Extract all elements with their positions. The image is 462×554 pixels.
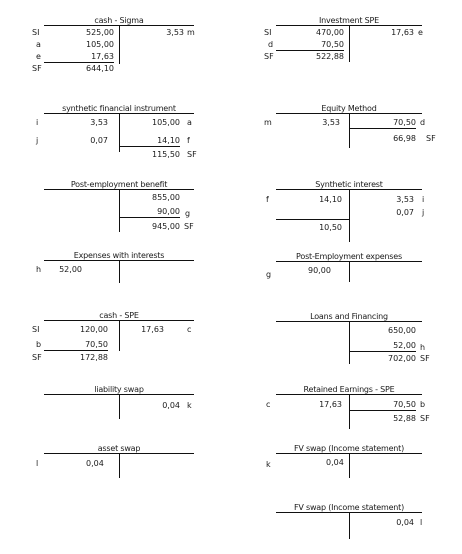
entry-label: c — [266, 400, 271, 409]
t-account-investment-spe — [264, 16, 423, 61]
account-title: Post-employment benefit — [44, 180, 194, 190]
account-title: Loans and Financing — [276, 312, 422, 322]
entry-label: c — [187, 325, 192, 334]
debit-amount: 70,50 — [276, 40, 344, 51]
credit-amount: 52,88 — [393, 414, 416, 423]
entry-label: SI — [32, 325, 40, 334]
entry-label: k — [266, 460, 271, 469]
credit-amount: 650,00 — [388, 326, 416, 335]
debit-amount: 0,07 — [90, 136, 108, 145]
entry-label: SF — [420, 414, 430, 423]
debit-amount: 525,00 — [86, 28, 114, 37]
credit-amount: 90,00 — [120, 207, 180, 218]
entry-label: b — [36, 340, 42, 349]
t-account-post-employment-expenses — [266, 252, 422, 279]
t-account-equity-method — [264, 104, 436, 143]
entry-label: SF — [264, 52, 274, 61]
credit-amount: 17,63 — [391, 28, 414, 37]
t-account-synthetic-interest — [266, 180, 425, 232]
credit-amount: 855,00 — [152, 193, 180, 202]
entry-label: f — [266, 195, 269, 204]
entry-label: SF — [32, 353, 42, 362]
entry-label: m — [187, 28, 195, 37]
entry-label: g — [185, 209, 191, 218]
account-title: asset swap — [44, 444, 194, 454]
entry-label: SI — [264, 28, 272, 37]
credit-amount: 3,53 — [396, 195, 414, 204]
entry-label: SF — [426, 134, 436, 143]
t-account-fv-swap-income-statement-debit — [266, 444, 422, 469]
entry-label: f — [187, 136, 190, 145]
credit-amount: 70,50 — [350, 400, 416, 411]
debit-amount: 172,88 — [80, 353, 108, 362]
entry-label: SI — [32, 28, 40, 37]
debit-amount: 3,53 — [90, 118, 108, 127]
entry-label: b — [420, 400, 426, 409]
entry-label: SF — [187, 150, 197, 159]
credit-amount: 945,00 — [152, 222, 180, 231]
credit-amount: 0,07 — [396, 208, 414, 217]
credit-amount: 0,04 — [162, 401, 180, 410]
entry-label: d — [268, 40, 274, 49]
credit-amount: 70,50 — [350, 118, 416, 129]
entry-label: SF — [184, 222, 194, 231]
account-title: Post-Employment expenses — [276, 252, 422, 262]
account-title: synthetic financial instrument — [44, 104, 194, 114]
t-account-loans-and-financing — [276, 312, 430, 363]
account-title: liability swap — [44, 385, 194, 395]
entry-label: e — [418, 28, 423, 37]
debit-amount: 0,04 — [86, 459, 104, 468]
entry-label: i — [422, 195, 425, 204]
credit-amount: 105,00 — [152, 118, 180, 127]
entry-label: j — [422, 208, 425, 217]
credit-amount: 702,00 — [388, 354, 416, 363]
t-account-post-employment-benefit — [44, 180, 194, 231]
debit-amount: 17,63 — [44, 52, 114, 63]
entry-label: i — [36, 118, 39, 127]
entry-label: SF — [32, 64, 42, 73]
credit-amount: 115,50 — [152, 150, 180, 159]
t-account-asset-swap — [36, 444, 194, 468]
entry-label: g — [266, 270, 272, 279]
entry-label: e — [36, 52, 41, 61]
credit-amount: 3,53 — [166, 28, 184, 37]
t-account-cash-sigma — [32, 16, 195, 73]
debit-amount: 14,10 — [319, 195, 342, 204]
debit-amount: 120,00 — [80, 325, 108, 334]
credit-amount: 17,63 — [141, 325, 164, 334]
entry-label: l — [36, 459, 39, 468]
debit-amount: 52,00 — [59, 265, 82, 274]
credit-amount: 14,10 — [120, 136, 180, 147]
debit-amount: 17,63 — [319, 400, 342, 409]
credit-amount: 52,00 — [350, 341, 416, 352]
account-title: cash - Sigma — [44, 16, 194, 26]
debit-amount: 105,00 — [86, 40, 114, 49]
debit-amount: 10,50 — [319, 223, 342, 232]
entry-label: a — [187, 118, 192, 127]
account-title: Expenses with interests — [44, 251, 194, 261]
entry-label: j — [36, 136, 39, 145]
debit-amount: 0,04 — [326, 458, 344, 467]
account-title: Investment SPE — [276, 16, 422, 26]
account-title: Equity Method — [276, 104, 422, 114]
account-title: Synthetic interest — [276, 180, 422, 190]
debit-amount: 70,50 — [44, 340, 108, 351]
entry-label: k — [187, 401, 192, 410]
entry-label: d — [420, 118, 426, 127]
entry-label: h — [36, 265, 42, 274]
entry-label: h — [420, 343, 426, 352]
entry-label: a — [36, 40, 41, 49]
t-account-fv-swap-income-statement-credit — [276, 503, 423, 527]
account-title: cash - SPE — [44, 311, 194, 321]
debit-amount: 470,00 — [316, 28, 344, 37]
credit-amount: 66,98 — [393, 134, 416, 143]
t-account-cash-spe — [32, 311, 194, 362]
account-title: FV swap (Income statement) — [276, 444, 422, 454]
t-account-liability-swap — [44, 385, 194, 410]
debit-amount: 90,00 — [308, 266, 331, 275]
debit-amount: 3,53 — [322, 118, 340, 127]
account-title: FV swap (Income statement) — [276, 503, 422, 513]
t-account-expenses-with-interests — [36, 251, 194, 274]
debit-amount: 644,10 — [86, 64, 114, 73]
t-account-synthetic-financial-instrument — [36, 104, 197, 159]
account-title: Retained Earnings - SPE — [276, 385, 422, 395]
entry-label: m — [264, 118, 272, 127]
debit-amount: 522,88 — [316, 52, 344, 61]
t-account-retained-earnings-spe — [266, 385, 430, 423]
entry-label: l — [420, 518, 423, 527]
credit-amount: 0,04 — [396, 518, 414, 527]
entry-label: SF — [420, 354, 430, 363]
